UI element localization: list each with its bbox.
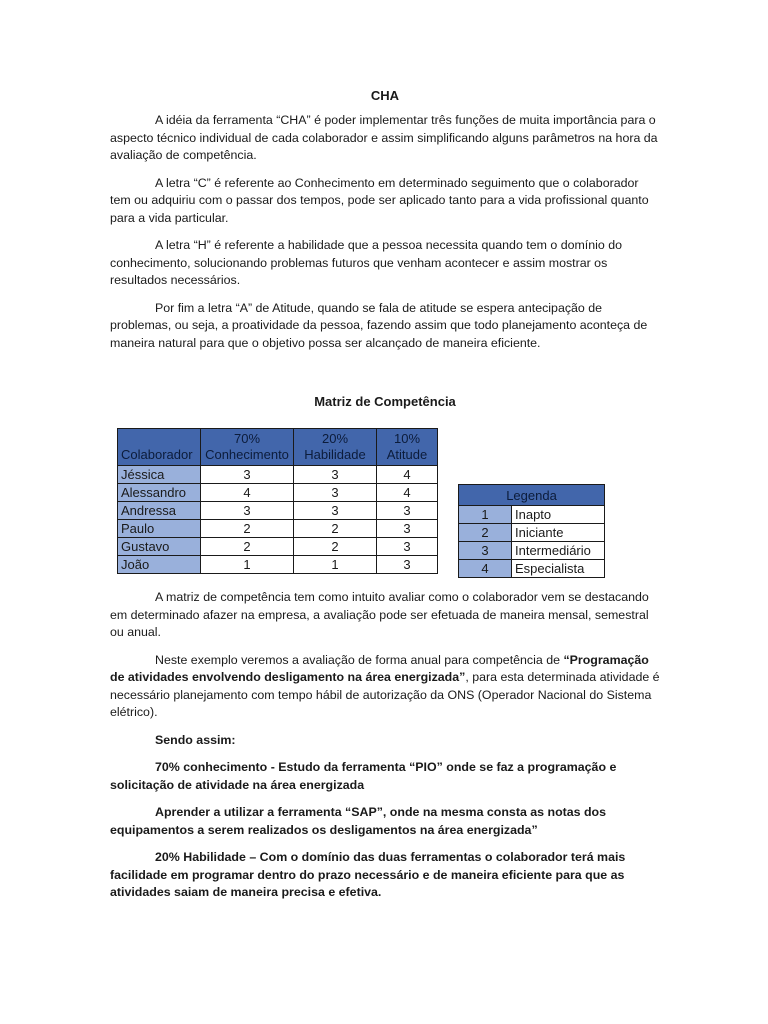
- table-row: [118, 538, 438, 556]
- conhecimento-heading: 70% conhecimento: [155, 760, 268, 774]
- body-paragraph: [110, 652, 660, 722]
- collaborator-name: João: [118, 556, 201, 574]
- legend-row: [459, 560, 605, 578]
- sendo-assim-text: Sendo assim:: [155, 732, 236, 747]
- header-pct: 20%: [321, 431, 349, 446]
- legend-title: Legenda: [459, 485, 605, 506]
- legend-row: [459, 506, 605, 524]
- conhecimento-score: 2: [201, 538, 294, 556]
- conhecimento-score: 3: [201, 502, 294, 520]
- intro-paragraph: A letra “C” é referente ao Conhecimento em determinado seguimento que o colaborador tem ou adquiriu com o passar dos tempos, pode ser aplicado tanto para a vida profissional quanto para a vida particular.: [110, 175, 649, 225]
- header-label: Atitude: [386, 447, 428, 462]
- intro-paragraph: A idéia da ferramenta “CHA” é poder implementar três funções de muita importância para o aspecto técnico individual de cada colaborador e assim simplificando alguns parâmetros na hora da avaliação de competência.: [110, 113, 658, 162]
- habilidade-score: 3: [294, 484, 377, 502]
- atitude-score: 4: [377, 484, 438, 502]
- collaborator-name: Alessandro: [118, 484, 201, 502]
- legend-label: Inapto: [512, 506, 605, 524]
- body-paragraph: [110, 759, 660, 794]
- conhecimento-score: 4: [201, 484, 294, 502]
- intro-section: [110, 112, 660, 362]
- header-pct: [121, 431, 198, 447]
- intro-paragraph: A letra “H” é referente a habilidade que a pessoa necessita quando tem o domínio do conhecimento, solucionando problemas futuros que venham acontecer e assim mostrar os resultados necessários.: [110, 238, 623, 287]
- atitude-score: 3: [377, 502, 438, 520]
- legend-number: 4: [459, 560, 512, 578]
- conhecimento-score: 1: [201, 556, 294, 574]
- habilidade-score: 1: [294, 556, 377, 574]
- paragraph-text: , para esta determinada atividade é necessário planejamento com tempo hábil de autorização da ONS (Operador Nacional do Sistema elétrico).: [110, 670, 660, 719]
- body-paragraph: [110, 732, 660, 750]
- header-pct: 70%: [233, 431, 261, 446]
- table-row: [118, 520, 438, 538]
- header-colaborador: [118, 429, 201, 466]
- legend-label: Iniciante: [512, 524, 605, 542]
- legend-row: [459, 524, 605, 542]
- header-pct: 10%: [393, 431, 421, 446]
- table-row: [118, 502, 438, 520]
- legend-header-row: [459, 485, 605, 506]
- intro-paragraph: Por fim a letra “A” de Atitude, quando se fala de atitude se espera antecipação de problemas, ou seja, a proatividade da pessoa, fazendo assim que todo planejamento aconteça de maneira natural para que o objetivo possa ser alcançado de maneira eficiente.: [110, 300, 648, 350]
- atitude-score: 3: [377, 520, 438, 538]
- header-atitude: [377, 429, 438, 466]
- legend-row: [459, 542, 605, 560]
- collaborator-name: Paulo: [118, 520, 201, 538]
- legend-number: 2: [459, 524, 512, 542]
- habilidade-score: 3: [294, 502, 377, 520]
- legend-label: Intermediário: [512, 542, 605, 560]
- paragraph-text: Neste exemplo veremos a avaliação de forma anual para competência de: [155, 652, 564, 667]
- header-label: Conhecimento: [205, 447, 289, 462]
- body-paragraph: [110, 804, 660, 839]
- legend-table: [458, 484, 605, 578]
- legend-label: Especialista: [512, 560, 605, 578]
- table-row: [118, 484, 438, 502]
- atitude-score: 3: [377, 538, 438, 556]
- body-paragraph: [110, 849, 660, 902]
- legend-number: 1: [459, 506, 512, 524]
- matrix-header-row: [118, 429, 438, 466]
- habilidade-score: 3: [294, 466, 377, 484]
- body-section: [110, 589, 660, 912]
- activity-name: “Programação de atividades envolvendo desligamento na área energizada”: [110, 652, 649, 684]
- paragraph-text: – Com o domínio das duas ferramentas o colaborador terá mais facilidade em programar dentro do prazo necessário e de maneira eficiente para que as atividades saiam de maneira precisa e efetiva.: [110, 850, 626, 899]
- collaborator-name: Gustavo: [118, 538, 201, 556]
- atitude-score: 3: [377, 556, 438, 574]
- header-label: Colaborador: [121, 447, 193, 462]
- competence-matrix-table: [117, 428, 438, 574]
- header-habilidade: [294, 429, 377, 466]
- conhecimento-score: 3: [201, 466, 294, 484]
- body-paragraph: A matriz de competência tem como intuito avaliar como o colaborador vem se destacando em determinado afazer na empresa, a avaliação pode ser efetuada de maneira mensal, semestral ou anual.: [110, 590, 649, 639]
- paragraph-text: - Estudo da ferramenta “PIO” onde se faz a programação e solicitação de atividade na área energizada: [110, 760, 617, 792]
- table-row: [118, 556, 438, 574]
- header-conhecimento: [201, 429, 294, 466]
- atitude-score: 4: [377, 466, 438, 484]
- habilidade-score: 2: [294, 520, 377, 538]
- matrix-title: Matriz de Competência: [314, 394, 456, 409]
- legend-number: 3: [459, 542, 512, 560]
- table-row: [118, 466, 438, 484]
- paragraph-text: Aprender a utilizar a ferramenta “SAP”, onde na mesma consta as notas dos equipamentos a serem realizados os desligamentos na área energizada”: [110, 805, 607, 837]
- habilidade-heading: 20% Habilidade: [155, 850, 246, 864]
- page-title: CHA: [370, 88, 400, 103]
- header-label: Habilidade: [304, 447, 366, 462]
- habilidade-score: 2: [294, 538, 377, 556]
- conhecimento-score: 2: [201, 520, 294, 538]
- collaborator-name: Andressa: [118, 502, 201, 520]
- collaborator-name: Jéssica: [118, 466, 201, 484]
